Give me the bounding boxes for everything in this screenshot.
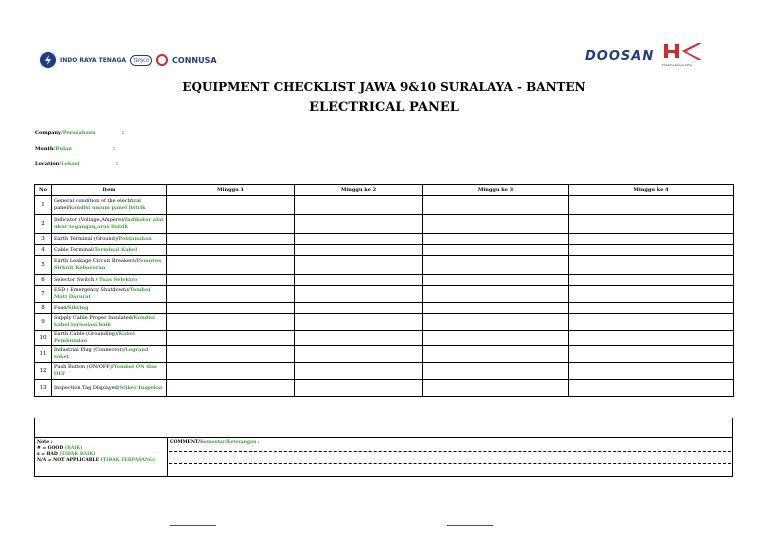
week-4-cell[interactable]	[569, 303, 734, 314]
week-1-cell[interactable]	[167, 303, 295, 314]
row-number: 1	[35, 196, 52, 215]
col-header-week-1: Minggu 1	[167, 185, 295, 196]
week-1-cell[interactable]	[167, 256, 295, 275]
week-1-cell[interactable]	[167, 286, 295, 303]
week-2-cell[interactable]	[295, 331, 423, 346]
week-4-cell[interactable]	[569, 275, 734, 286]
week-2-cell[interactable]	[295, 196, 423, 215]
company-label: Company/Perusahaan	[35, 130, 96, 136]
week-3-cell[interactable]	[423, 234, 569, 245]
week-1-cell[interactable]	[167, 234, 295, 245]
week-1-cell[interactable]	[167, 245, 295, 256]
row-item: General condition of the electrical panel/kondisi umum panel listrik	[52, 196, 167, 215]
week-3-cell[interactable]	[423, 363, 569, 380]
signature-line-right	[447, 525, 493, 526]
row-number: 6	[35, 275, 52, 286]
legend: Note : # = GOOD (BAIK) x = BAD (TIDAK BAIK) N/A = NOT APPLICABLE (TIDAK TERPASANG)	[37, 440, 156, 463]
table-row	[35, 196, 734, 215]
row-number: 3	[35, 234, 52, 245]
row-item: Earth Cable (Grounding)/Kabel Pembumian	[52, 331, 167, 346]
week-4-cell[interactable]	[569, 286, 734, 303]
week-1-cell[interactable]	[167, 363, 295, 380]
connusa-logo-icon	[156, 54, 168, 66]
week-4-cell[interactable]	[569, 380, 734, 397]
week-2-cell[interactable]	[295, 215, 423, 234]
row-item: Supply Cable Proper Insulated/Kondisi kabel terisolasi baik	[52, 314, 167, 331]
week-1-cell[interactable]	[167, 314, 295, 331]
row-number: 11	[35, 346, 52, 363]
doosan-logo: DOOSAN	[585, 48, 655, 64]
table-row	[35, 234, 734, 245]
location-colon: :	[116, 160, 119, 167]
week-4-cell[interactable]	[569, 331, 734, 346]
hk-logo-icon	[662, 42, 710, 62]
week-3-cell[interactable]	[423, 256, 569, 275]
week-2-cell[interactable]	[295, 275, 423, 286]
row-item: Earth Leakage Circuit Breakers/Pemutus Sirkuit Kebocoran	[52, 256, 167, 275]
week-3-cell[interactable]	[423, 215, 569, 234]
indo-raya-tenaga-logo-text: INDO RAYA TENAGA	[60, 56, 127, 64]
week-3-cell[interactable]	[423, 346, 569, 363]
week-4-cell[interactable]	[569, 234, 734, 245]
tepsco-logo: TEPSCO	[130, 55, 152, 66]
row-number: 13	[35, 380, 52, 397]
week-3-cell[interactable]	[423, 245, 569, 256]
row-number: 4	[35, 245, 52, 256]
signature-line-left	[170, 525, 216, 526]
row-item: Industrial Plug (Connector)/Legrand soket	[52, 346, 167, 363]
week-3-cell[interactable]	[423, 303, 569, 314]
week-2-cell[interactable]	[295, 363, 423, 380]
row-item: Earth Terminal (Ground)/Pentanahan	[52, 234, 167, 245]
row-item: ESD ( Emergency Shutdown)/Tombol Mati Darurat	[52, 286, 167, 303]
week-2-cell[interactable]	[295, 346, 423, 363]
row-number: 10	[35, 331, 52, 346]
comment-line-1[interactable]	[169, 451, 731, 452]
week-1-cell[interactable]	[167, 215, 295, 234]
row-number: 2	[35, 215, 52, 234]
indo-raya-tenaga-logo-icon	[40, 52, 56, 68]
table-row	[35, 215, 734, 234]
row-item: Fuse/Sikring	[52, 303, 167, 314]
connusa-logo-text: CONNUSA	[172, 55, 217, 65]
week-2-cell[interactable]	[295, 234, 423, 245]
comment-label: COMMENT/Komentar/Keterangan :	[170, 440, 260, 445]
document-title: EQUIPMENT CHECKLIST JAWA 9&10 SURALAYA - BANTEN	[182, 80, 586, 94]
week-3-cell[interactable]	[423, 275, 569, 286]
week-1-cell[interactable]	[167, 196, 295, 215]
hutama-karya-logo	[662, 42, 710, 70]
row-number: 9	[35, 314, 52, 331]
week-4-cell[interactable]	[569, 314, 734, 331]
week-3-cell[interactable]	[423, 196, 569, 215]
col-header-week-3: Minggu ke 3	[423, 185, 569, 196]
table-row	[35, 346, 734, 363]
week-4-cell[interactable]	[569, 363, 734, 380]
row-number: 5	[35, 256, 52, 275]
week-1-cell[interactable]	[167, 346, 295, 363]
table-row	[35, 256, 734, 275]
week-2-cell[interactable]	[295, 303, 423, 314]
hk-logo-subtitle: Hutama Karya Infra	[662, 63, 692, 67]
table-row	[35, 380, 734, 397]
contractor-logos	[585, 42, 710, 70]
col-header-week-4: Minggu ke 4	[569, 185, 734, 196]
row-number: 8	[35, 303, 52, 314]
month-colon: :	[113, 145, 116, 152]
table-header-row	[35, 185, 734, 196]
checklist-table	[34, 184, 734, 397]
week-2-cell[interactable]	[295, 314, 423, 331]
row-item: Inspection Tag Displayed/Stiker Inspeksi	[52, 380, 167, 397]
week-1-cell[interactable]	[167, 331, 295, 346]
partner-logos	[40, 50, 217, 70]
week-2-cell[interactable]	[295, 286, 423, 303]
week-3-cell[interactable]	[423, 314, 569, 331]
document-subtitle: ELECTRICAL PANEL	[309, 100, 459, 115]
comment-line-2[interactable]	[169, 463, 731, 464]
blank-spacer-row	[34, 418, 733, 438]
row-item: Push Button (ON/OFF)/Tombol ON dan OFF	[52, 363, 167, 380]
week-2-cell[interactable]	[295, 380, 423, 397]
week-2-cell[interactable]	[295, 256, 423, 275]
week-4-cell[interactable]	[569, 196, 734, 215]
company-colon: :	[122, 129, 125, 136]
row-item: Selector Switch / Tuas Selektro	[52, 275, 167, 286]
table-row	[35, 314, 734, 331]
month-label: Month/Bulan	[35, 146, 72, 152]
col-header-item: Item	[52, 185, 167, 196]
week-1-cell[interactable]	[167, 380, 295, 397]
week-3-cell[interactable]	[423, 286, 569, 303]
week-2-cell[interactable]	[295, 245, 423, 256]
table-row	[35, 245, 734, 256]
week-3-cell[interactable]	[423, 380, 569, 397]
row-item: Indicator (Voltage,Ampere)/Indikator alat ukur tegangan,arus listrik	[52, 215, 167, 234]
notes-section	[34, 438, 733, 477]
table-row	[35, 303, 734, 314]
week-3-cell[interactable]	[423, 331, 569, 346]
row-item: Cable Terminal/Terminal Kabel	[52, 245, 167, 256]
week-1-cell[interactable]	[167, 275, 295, 286]
location-label: Location/Lokasi	[35, 161, 80, 167]
week-4-cell[interactable]	[569, 215, 734, 234]
row-number: 12	[35, 363, 52, 380]
table-row	[35, 275, 734, 286]
table-row	[35, 286, 734, 303]
week-4-cell[interactable]	[569, 346, 734, 363]
table-row	[35, 363, 734, 380]
col-header-week-2: Minggu ke 2	[295, 185, 423, 196]
week-4-cell[interactable]	[569, 256, 734, 275]
table-row	[35, 331, 734, 346]
row-number: 7	[35, 286, 52, 303]
col-header-no: No	[35, 185, 52, 196]
week-4-cell[interactable]	[569, 245, 734, 256]
